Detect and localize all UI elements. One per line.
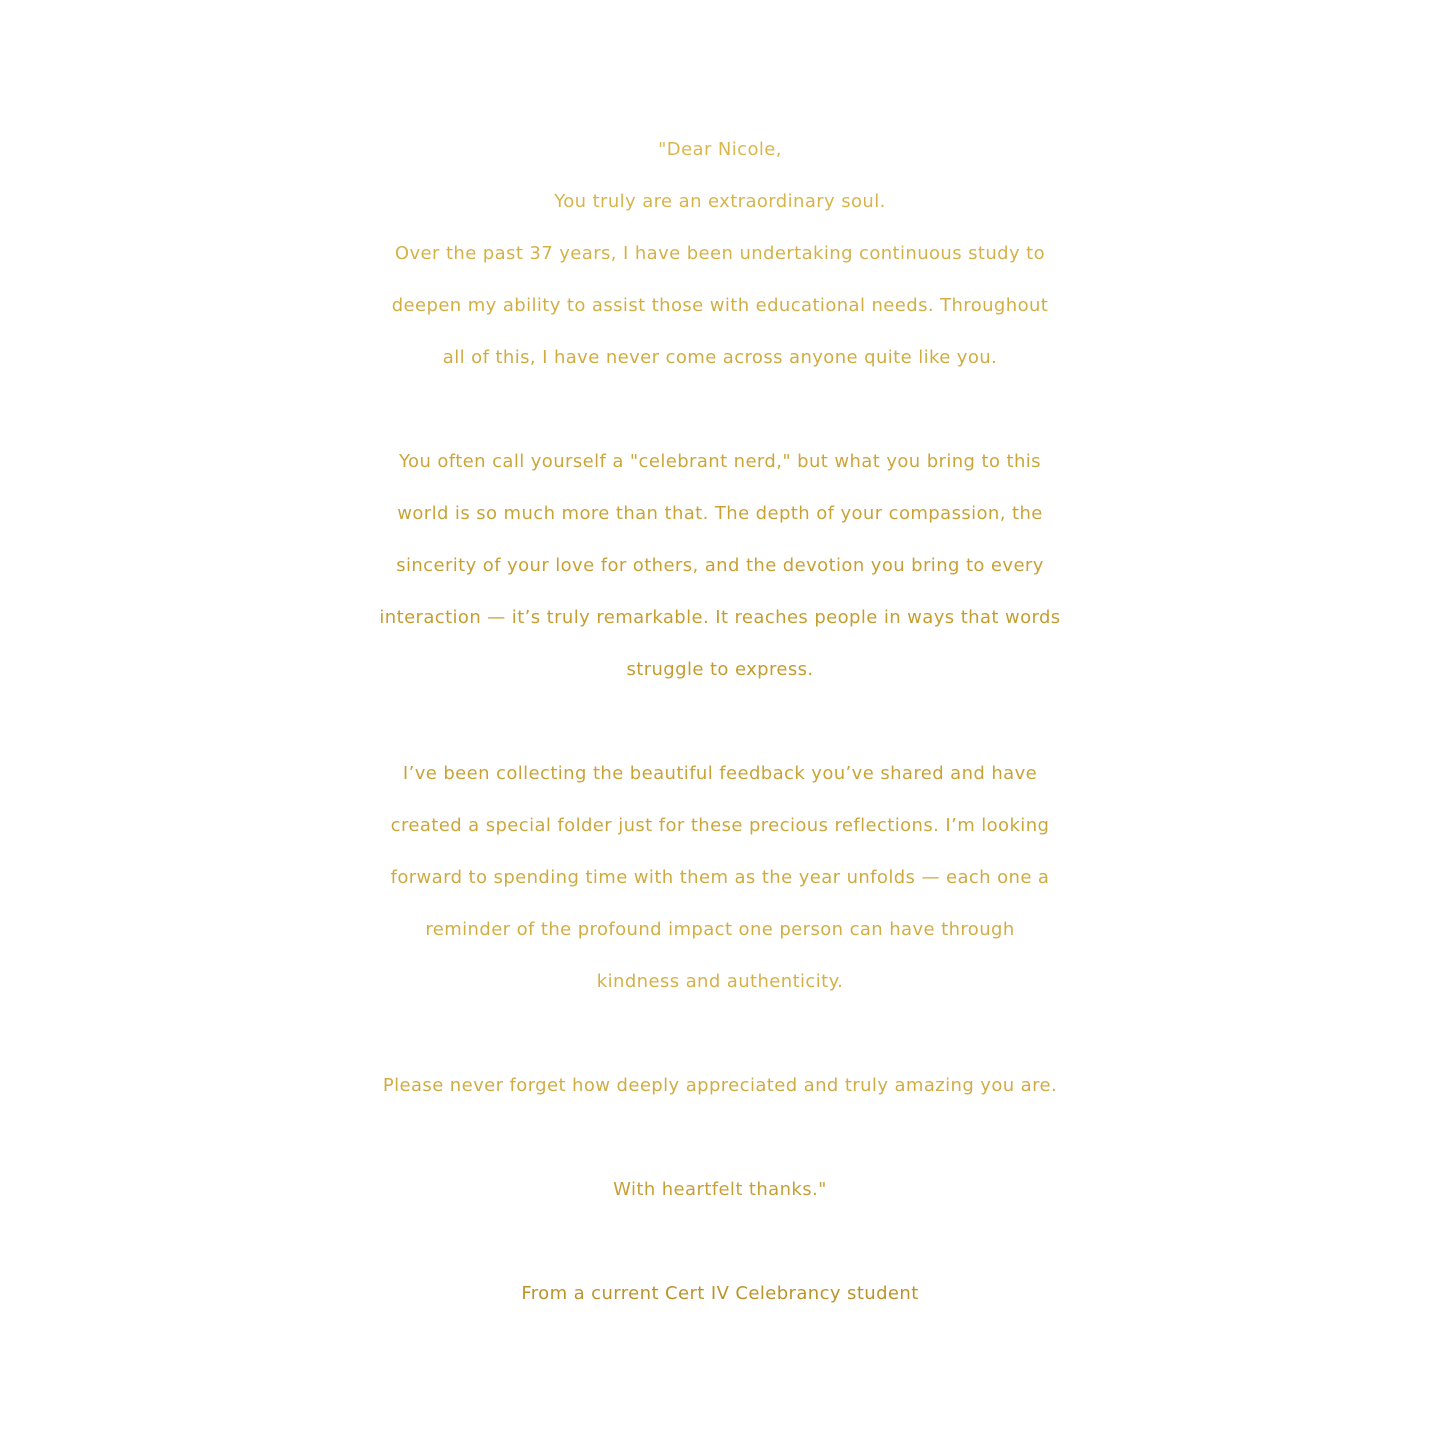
closing-line: With heartfelt thanks." bbox=[613, 1179, 827, 1200]
text-line: forward to spending time with them as the year unfolds — each one a bbox=[390, 867, 1050, 888]
paragraph-gap bbox=[0, 1112, 1440, 1164]
text-line: all of this, I have never come across anyone quite like you. bbox=[442, 347, 998, 368]
text-line: You often call yourself a "celebrant nerd," but what you bring to this bbox=[399, 451, 1041, 472]
signature-line: From a current Cert IV Celebrancy student bbox=[521, 1283, 919, 1304]
text-line: created a special folder just for these precious reflections. I’m looking bbox=[390, 815, 1050, 836]
greeting-line: "Dear Nicole, bbox=[658, 139, 782, 160]
letter-text bbox=[0, 124, 1440, 1320]
text-line: I’ve been collecting the beautiful feedback you’ve shared and have bbox=[402, 763, 1038, 784]
text-line: Over the past 37 years, I have been undertaking continuous study to bbox=[394, 243, 1046, 264]
text-line: You truly are an extraordinary soul. bbox=[554, 191, 886, 212]
text-line: struggle to express. bbox=[626, 659, 814, 680]
text-line: world is so much more than that. The depth of your compassion, the bbox=[397, 503, 1043, 524]
text-line: Please never forget how deeply appreciated and truly amazing you are. bbox=[382, 1075, 1058, 1096]
paragraph-gap bbox=[0, 1216, 1440, 1268]
paragraph-gap bbox=[0, 1008, 1440, 1060]
text-line: sincerity of your love for others, and the devotion you bring to every bbox=[396, 555, 1044, 576]
text-line: kindness and authenticity. bbox=[596, 971, 844, 992]
text-line: deepen my ability to assist those with educational needs. Throughout bbox=[391, 295, 1049, 316]
paragraph-gap bbox=[0, 384, 1440, 436]
text-line: reminder of the profound impact one person can have through bbox=[425, 919, 1015, 940]
text-line: interaction — it’s truly remarkable. It reaches people in ways that words bbox=[379, 607, 1061, 628]
paragraph-gap bbox=[0, 696, 1440, 748]
